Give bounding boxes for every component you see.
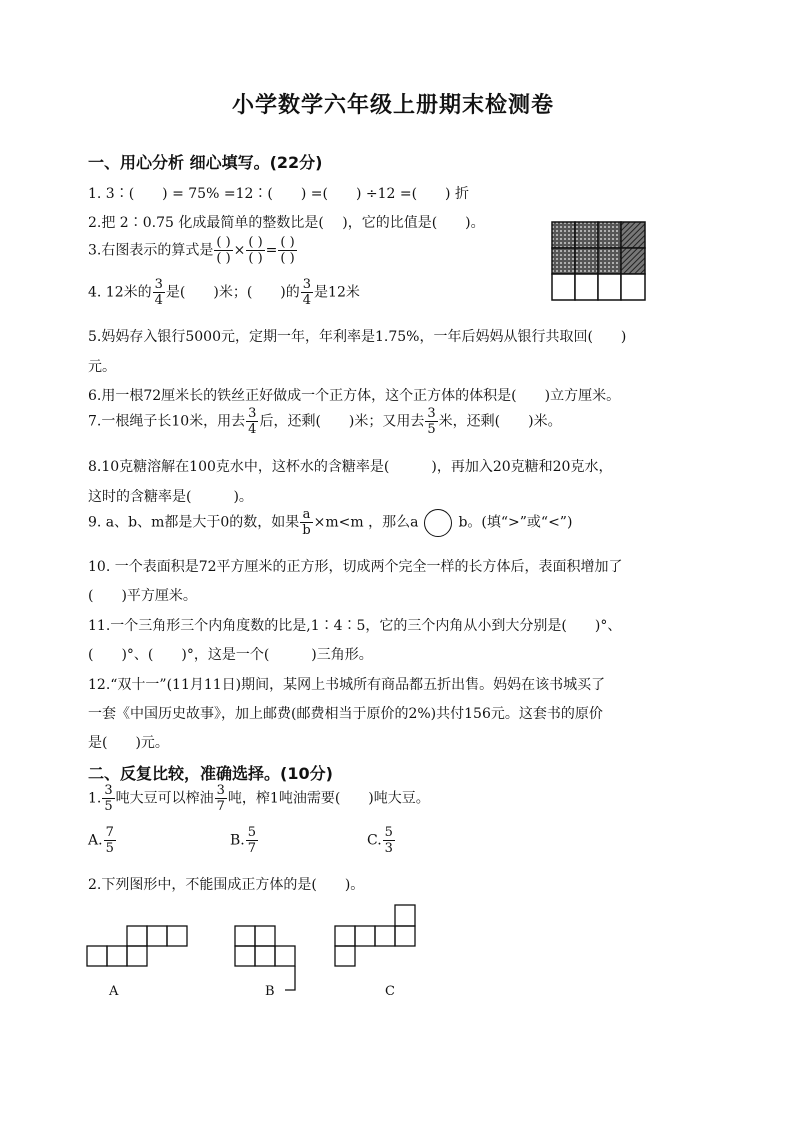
question-10-line1: 10. 一个表面积是72平方厘米的正方形，切成两个完全一样的长方体后，表面积增加了 bbox=[88, 559, 623, 575]
shaded-grid-figure bbox=[551, 221, 647, 301]
fraction-3-7: $\frac{3}{7}$ bbox=[216, 783, 225, 814]
question-2: 2.把 2∶0.75 化成最简单的整数比是( )，它的比值是( )。 bbox=[88, 215, 485, 231]
fraction-a-b: $\frac{a}{b}$ bbox=[302, 507, 311, 538]
question-3: 3.右图表示的算式是 $\frac{( )}{( )}$ × $\frac{( )}{( )}$ = $\frac{( )}{( )}$ bbox=[88, 235, 295, 266]
section2-heading: 二、反复比较，准确选择。(10分) bbox=[88, 764, 333, 783]
figure-label-c: C bbox=[385, 984, 395, 999]
question-1: 1. 3∶( ) = 75% =12∶( ) =( ) ÷12 =( ) 折 bbox=[88, 186, 469, 202]
section1-heading: 一、用心分析 细心填写。(22分) bbox=[88, 153, 323, 172]
fraction-3-4b: $\frac{3}{4}$ bbox=[302, 277, 312, 308]
question-3-prefix: 3.右图表示的算式是 bbox=[88, 242, 214, 259]
page-title: 小学数学六年级上册期末检测卷 bbox=[232, 93, 555, 118]
comparison-circle bbox=[424, 509, 452, 537]
cube-net-b bbox=[235, 926, 295, 990]
question-4: 4. 12米的 $\frac{3}{4}$ 是( )米；( )的 $\frac{3}{4}$ 是12米 bbox=[88, 277, 360, 308]
fraction-3: $\frac{( )}{( )}$ bbox=[280, 235, 295, 266]
question-6: 6.用一根72厘米长的铁丝正好做成一个正方体，这个正方体的体积是( )立方厘米。 bbox=[88, 388, 621, 404]
fraction-3-5: $\frac{3}{5}$ bbox=[104, 783, 113, 814]
option-c[interactable]: C. $\frac{5}{3}$ bbox=[367, 825, 393, 856]
question-11-line1: 11.一个三角形三个内角度数的比是,1∶4∶5，它的三个内角从小到大分别是( )°、 bbox=[88, 618, 622, 634]
cube-net-a bbox=[87, 926, 187, 966]
question-12-line1: 12.“双十一”(11月11日)期间，某网上书城所有商品都五折出售。妈妈在该书城买了 bbox=[88, 677, 606, 693]
question-9: 9. a、b、m都是大于0的数，如果 $\frac{a}{b}$ ×m<m ，那么a b。(填“>”或“<”) bbox=[88, 507, 573, 538]
fraction-2: $\frac{( )}{( )}$ bbox=[248, 235, 263, 266]
question-7: 7.一根绳子长10米，用去 $\frac{3}{4}$ 后，还剩( )米；又用去 $\frac{3}{5}$ 米，还剩( )米。 bbox=[88, 406, 562, 437]
question-5-line2: 元。 bbox=[88, 359, 116, 375]
cube-net-c bbox=[335, 905, 415, 966]
question-12-line3: 是( )元。 bbox=[88, 735, 169, 751]
fraction-q7-1: $\frac{3}{4}$ bbox=[248, 406, 257, 437]
option-a[interactable]: A. $\frac{7}{5}$ bbox=[88, 825, 114, 856]
question-11-line2: ( )°、( )°，这是一个( )三角形。 bbox=[88, 647, 373, 663]
choice-question-1: 1. $\frac{3}{5}$ 吨大豆可以榨油 $\frac{3}{7}$ 吨，榨1吨油需要( )吨大豆。 bbox=[88, 783, 430, 814]
question-10-line2: ( )平方厘米。 bbox=[88, 588, 197, 604]
question-12-line2: 一套《中国历史故事》，加上邮费(邮费相当于原价的2%)共付156元。这套书的原价 bbox=[88, 706, 603, 722]
fraction-1: $\frac{( )}{( )}$ bbox=[216, 235, 231, 266]
question-5-line1: 5.妈妈存入银行5000元，定期一年，年利率是1.75%，一年后妈妈从银行共取回( ) bbox=[88, 329, 627, 345]
figure-label-a: A bbox=[109, 984, 119, 999]
option-b[interactable]: B. $\frac{5}{7}$ bbox=[230, 825, 257, 856]
question-8-line2: 这时的含糖率是( )。 bbox=[88, 489, 253, 505]
choice-question-2: 2.下列图形中，不能围成正方体的是( )。 bbox=[88, 877, 365, 893]
question-8-line1: 8.10克糖溶解在100克水中，这杯水的含糖率是( )，再加入20克糖和20克水， bbox=[88, 459, 613, 475]
fraction-q7-2: $\frac{3}{5}$ bbox=[427, 406, 436, 437]
fraction-3-4: $\frac{3}{4}$ bbox=[154, 277, 163, 308]
figure-label-b: B bbox=[265, 984, 275, 999]
